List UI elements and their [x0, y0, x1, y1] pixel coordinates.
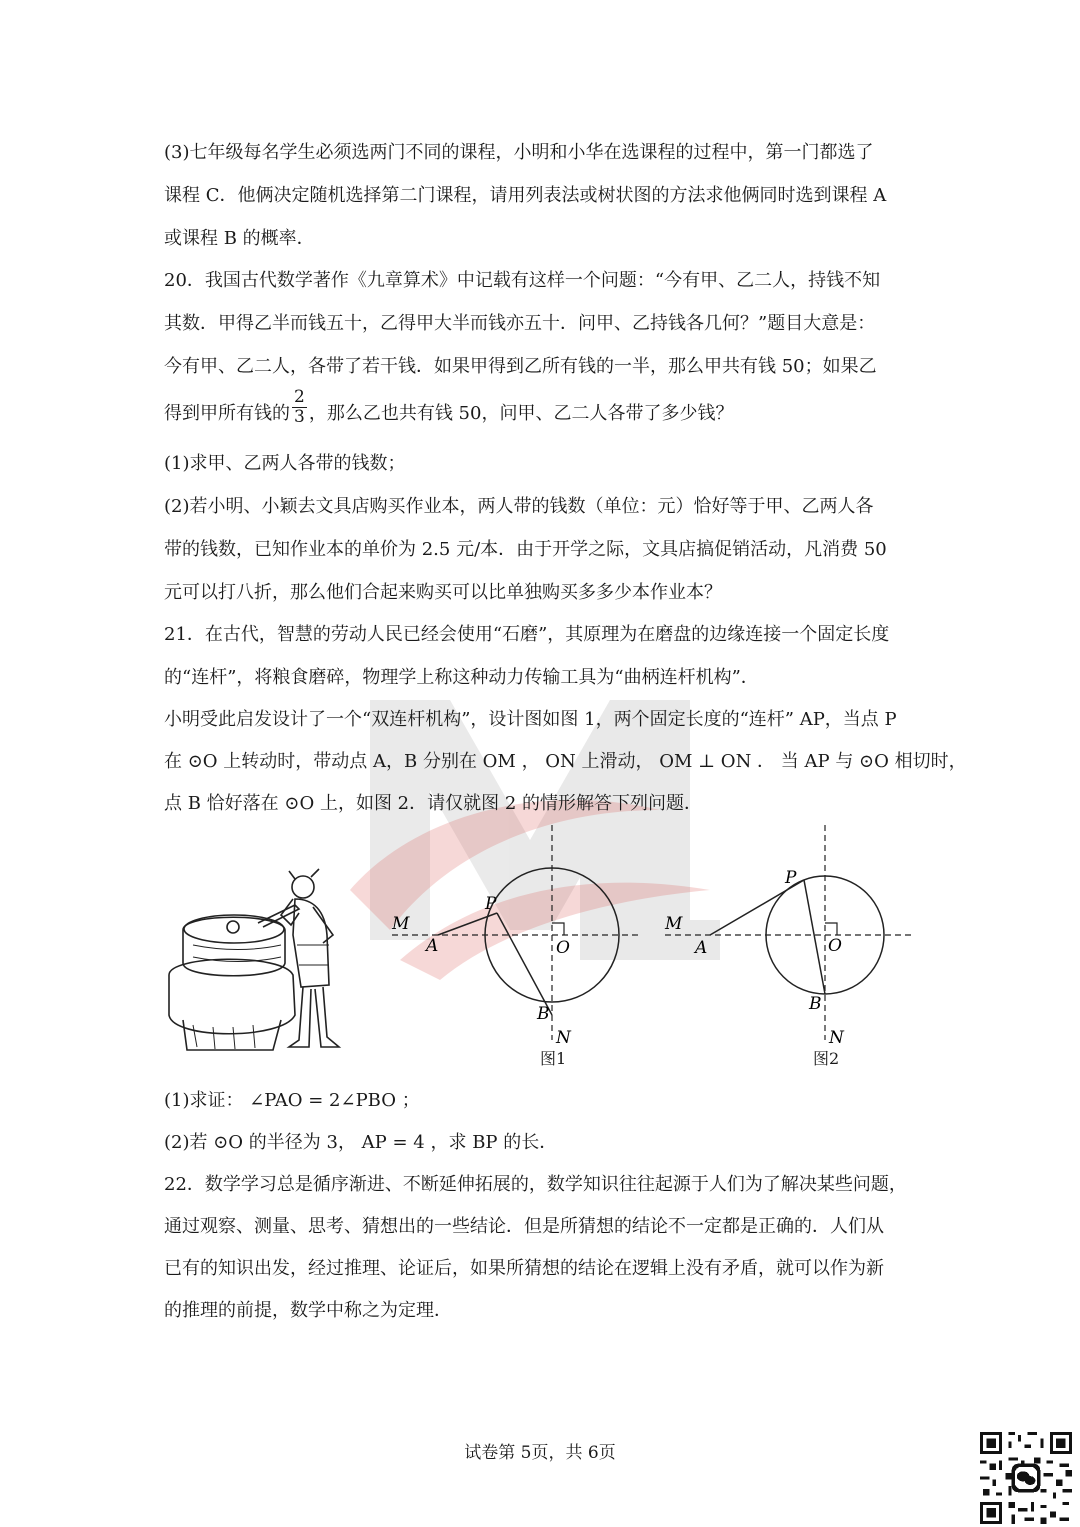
figure-2-caption: 图2 — [813, 1049, 840, 1068]
q22-line2: 通过观察、测量、思考、猜想出的一些结论．但是所猜想的结论不一定都是正确的．人们从 — [164, 1216, 884, 1237]
q20-line4-post: ，那么乙也共有钱 50，问甲、乙二人各带了多少钱？ — [308, 403, 734, 424]
q19-part3-line3: 或课程 B 的概率． — [164, 228, 315, 249]
q22-line4: 的推理的前提，数学中称之为定理． — [164, 1300, 452, 1321]
label-n: N — [829, 1028, 844, 1048]
q21-line1: 21．在古代，智慧的劳动人民已经会使用“石磨”，其原理为在磨盘的边缘连接一个固定长度 — [164, 624, 890, 645]
q22-line3: 已有的知识出发，经过推理、论证后，如果所猜想的结论在逻辑上没有矛盾，就可以作为新 — [164, 1258, 884, 1279]
right-angle-mark — [552, 923, 564, 935]
fraction-two-thirds — [292, 388, 307, 427]
q21-part2: (2)若 ⊙O 的半径为 3， AP = 4 ，求 BP 的长． — [164, 1132, 558, 1153]
q20-part1: (1)求甲、乙两人各带的钱数； — [164, 453, 406, 474]
link-pb — [497, 913, 552, 1015]
label-m: M — [665, 914, 683, 934]
q19-part3-line2: 课程 C．他俩决定随机选择第二门课程，请用列表法或树状图的方法求他俩同时选到课程 A — [164, 185, 887, 206]
q19-part3-line1: (3)七年级每名学生必须选两门不同的课程，小明和小华在选课程的过程中，第一门都选了 — [164, 142, 874, 163]
figure-1-caption: 图1 — [540, 1049, 567, 1068]
q20-part2-line3: 元可以打八折，那么他们合起来购买可以比单独购买多多少本作业本？ — [164, 582, 722, 603]
q21-line5: 点 B 恰好落在 ⊙O 上，如图 2．请仅就图 2 的情形解答下列问题． — [164, 793, 703, 814]
label-b: B — [537, 1004, 550, 1024]
fraction-numerator: 2 — [294, 386, 305, 407]
figure-1-diagram — [380, 825, 650, 1070]
qr-code — [980, 1432, 1072, 1524]
label-n: N — [556, 1028, 571, 1048]
link-ap — [438, 913, 497, 935]
page-footer: 试卷第 5页，共 6页 — [464, 1443, 616, 1463]
fraction-denominator: 3 — [294, 406, 305, 427]
q20-part2-line2: 带的钱数，已知作业本的单价为 2.5 元/本．由于开学之际，文具店搞促销活动，凡消费 50 — [164, 539, 887, 560]
figure-2-diagram — [655, 825, 925, 1070]
label-o: O — [828, 936, 842, 956]
q20-part2-line1: (2)若小明、小颖去文具店购买作业本，两人带的钱数（单位：元）恰好等于甲、乙两人各 — [164, 496, 874, 517]
right-angle-mark — [825, 923, 837, 935]
q20-line4 — [164, 386, 924, 427]
q20-line2: 其数．甲得乙半而钱五十，乙得甲大半而钱亦五十．问甲、乙持钱各几何？”题目大意是： — [164, 313, 876, 334]
link-pb — [804, 880, 825, 994]
q20-line1: 20．我国古代数学著作《九章算术》中记载有这样一个问题：“今有甲、乙二人，持钱不知 — [164, 270, 881, 291]
label-p: P — [485, 894, 497, 914]
label-o: O — [556, 938, 570, 958]
q21-line3: 小明受此启发设计了一个“双连杆机构”，设计图如图 1，两个固定长度的“连杆” AP，当点 P — [164, 709, 897, 730]
label-b: B — [809, 994, 822, 1014]
q21-line4: 在 ⊙O 上转动时，带动点 A，B 分别在 OM ， ON 上滑动， OM ⊥ ON ． 当 AP 与 ⊙O 相切时， — [164, 751, 967, 772]
label-p: P — [785, 868, 797, 888]
q21-part1: (1)求证： ∠PAO = 2∠PBO ； — [164, 1090, 420, 1111]
link-ap — [710, 880, 804, 935]
q22-line1: 22．数学学习总是循序渐进、不断延伸拓展的，数学知识往往起源于人们为了解决某些问题， — [164, 1174, 907, 1195]
stone-mill-illustration — [163, 865, 353, 1055]
q21-line2: 的“连杆”，将粮食磨碎，物理学上称这种动力传输工具为“曲柄连杆机构”． — [164, 667, 759, 688]
q20-line3: 今有甲、乙二人，各带了若干钱．如果甲得到乙所有钱的一半，那么甲共有钱 50；如果乙 — [164, 356, 877, 377]
q20-line4-pre: 得到甲所有钱的 — [164, 403, 290, 424]
label-a: A — [695, 938, 708, 958]
label-m: M — [392, 914, 410, 934]
label-a: A — [426, 936, 439, 956]
